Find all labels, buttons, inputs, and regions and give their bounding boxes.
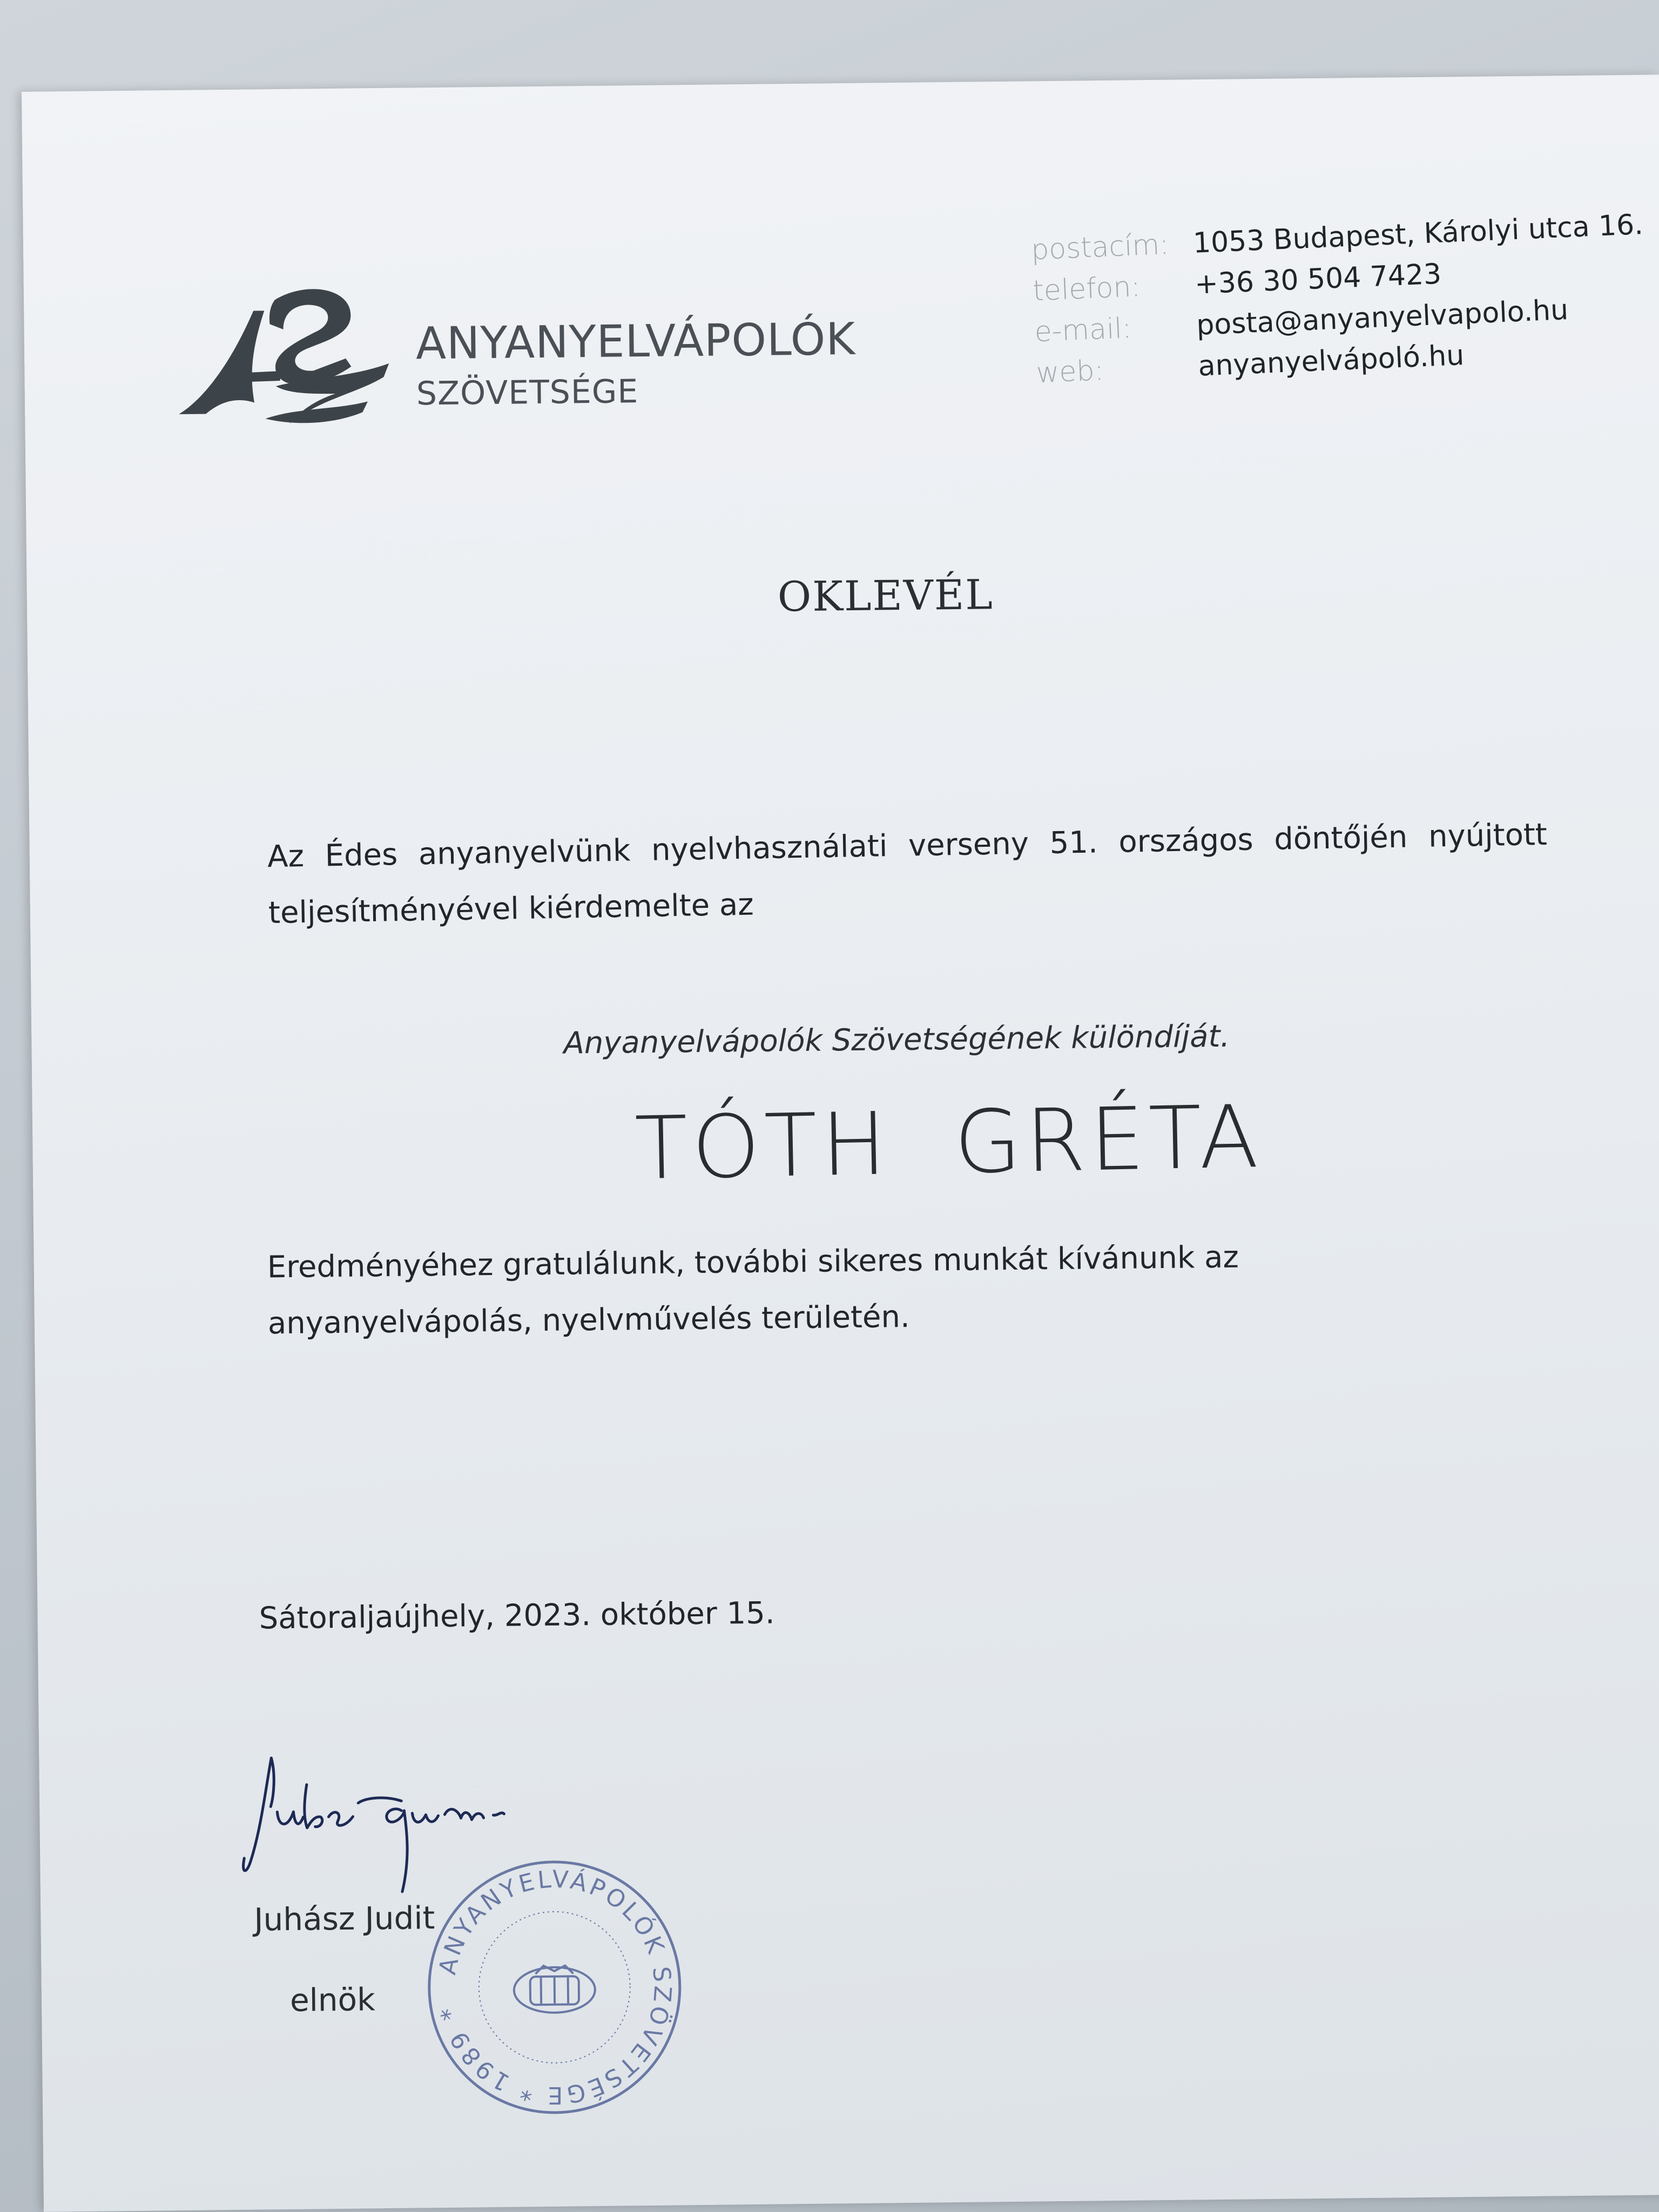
contact-email: posta@anyanyelvapolo.hu (1196, 293, 1569, 342)
certificate-page (22, 75, 1659, 2212)
organization-name (415, 315, 856, 412)
intro-word: országos (1118, 822, 1254, 860)
contact-key: e-mail: (1034, 312, 1132, 349)
intro-word: nyelvhasználati (651, 828, 888, 868)
intro-paragraph (267, 807, 1554, 942)
intro-word: anyanyelvünk (418, 833, 631, 872)
document-title: OKLEVÉL (777, 570, 994, 621)
contact-key: telefon: (1032, 271, 1142, 308)
contact-phone: +36 30 504 7423 (1194, 258, 1442, 301)
congrats-line2: anyanyelvápolás, nyelvművelés területén. (267, 1299, 911, 1341)
contact-key: web: (1035, 354, 1105, 390)
org-name-line2: SZÖVETSÉGE (416, 373, 639, 413)
contact-address: 1053 Budapest, Károlyi utca 16. (1192, 208, 1644, 260)
stamp-text: ANYANYELVÁPOLÓK SZÖVETSÉGE * 1989 * (434, 1865, 677, 2109)
official-stamp (423, 1856, 685, 2118)
intro-word: Édes (325, 837, 398, 874)
award-name: Anyanyelvápolók Szövetségének különdíját. (563, 1019, 1230, 1061)
intro-word: verseny (908, 826, 1029, 864)
contact-web: anyanyelvápoló.hu (1197, 339, 1465, 383)
coat-of-arms-icon (514, 1965, 595, 2013)
intro-word: nyújtott (1428, 817, 1548, 854)
signer-role: elnök (289, 1981, 376, 2019)
asz-monogram-logo-icon (172, 277, 401, 441)
intro-word: Az (267, 839, 305, 875)
contact-block (1030, 204, 1649, 394)
place-and-date: Sátoraljaújhely, 2023. október 15. (259, 1595, 775, 1636)
intro-word: 51. (1049, 825, 1098, 861)
org-name-line1: ANYANYELVÁPOLÓK (415, 313, 856, 370)
winner-name: TÓTH GRÉTA (633, 1085, 1264, 1199)
congratulation-paragraph (267, 1230, 1239, 1352)
signer-name: Juhász Judit (254, 1899, 435, 1938)
congrats-line1: Eredményéhez gratulálunk, további sikeres munkát kívánunk az (267, 1239, 1239, 1285)
contact-key: postacím: (1030, 228, 1170, 267)
intro-word: döntőjén (1273, 819, 1408, 857)
intro-line2: teljesítményével kiérdemelte az (268, 887, 754, 931)
